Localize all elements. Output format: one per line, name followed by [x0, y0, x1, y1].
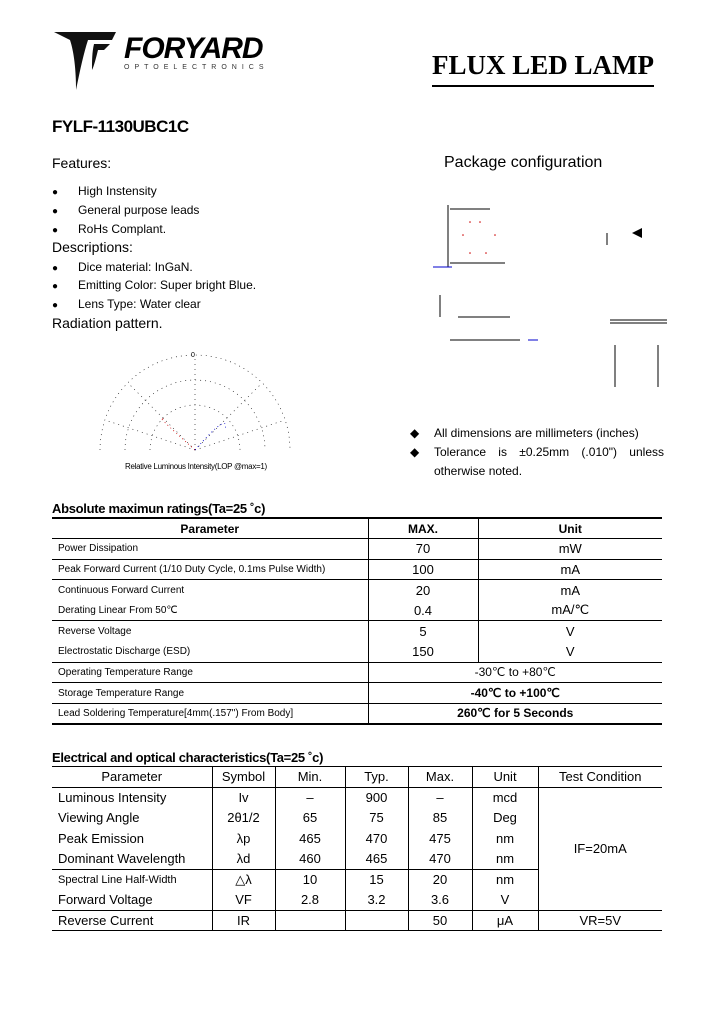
table-cell: Reverse Voltage: [52, 621, 368, 642]
table-cell: Max.: [408, 767, 472, 788]
table-cell: Continuous Forward Current: [52, 580, 368, 601]
table-cell: Derating Linear From 50℃: [58, 604, 178, 616]
table-cell: MAX.: [368, 518, 478, 539]
note-tolerance: [410, 443, 664, 481]
table-cell: 465: [275, 828, 345, 849]
table-cell: 2θ1/2: [212, 808, 275, 829]
note-dimensions: [410, 424, 664, 443]
table-cell: 20: [368, 580, 478, 601]
package-heading: Package configuration: [444, 154, 603, 171]
table-cell: Dominant Wavelength: [58, 851, 186, 866]
table-cell: -30℃ to +80℃: [368, 662, 662, 683]
diamond-bullet-icon: ◆: [410, 426, 420, 440]
electrical-table: [52, 766, 662, 931]
table-row: [52, 621, 662, 642]
table-cell: λp: [212, 828, 275, 849]
features-heading: Features:: [52, 155, 112, 171]
table-row: [52, 600, 662, 621]
table-cell: △λ: [212, 869, 275, 890]
table-cell: 75: [345, 808, 408, 829]
table-row: [52, 683, 662, 704]
table-cell: IR: [212, 910, 275, 931]
table-row: [52, 662, 662, 683]
table-cell: Iv: [212, 787, 275, 808]
table-cell: Luminous Intensity: [58, 790, 167, 805]
table-cell: Operating Temperature Range: [52, 662, 368, 683]
brand-name: FORYARD: [124, 32, 263, 65]
package-drawing: [410, 195, 670, 395]
abs-max-title: Absolute maximun ratings(Ta=25 ˚c): [52, 501, 266, 516]
table-row: [52, 787, 662, 808]
table-cell: VF: [212, 890, 275, 911]
table-cell: 2.8: [275, 890, 345, 911]
table-cell: Peak Emission: [58, 830, 144, 846]
table-cell: mW: [478, 539, 662, 560]
table-cell: 260℃ for 5 Seconds: [368, 703, 662, 724]
table-cell: 10: [275, 869, 345, 890]
table-cell: [275, 910, 345, 931]
feature-item: ● High Instensity: [52, 184, 157, 198]
table-cell: –: [275, 787, 345, 808]
table-header-row: [52, 767, 662, 788]
table-cell: Reverse Current: [52, 910, 212, 931]
table-cell: All dimensions are millimeters (inches): [434, 426, 639, 440]
table-cell: 3.2: [345, 890, 408, 911]
table-cell: mA: [478, 580, 662, 601]
table-cell: Typ.: [345, 767, 408, 788]
radiation-center-label: 0: [191, 352, 195, 359]
table-cell: 0.4: [368, 600, 478, 621]
table-cell: Parameter: [52, 518, 368, 539]
table-row: [52, 580, 662, 601]
table-cell: Test Condition: [538, 767, 662, 788]
table-cell: 900: [345, 787, 408, 808]
part-number: FYLF-1130UBC1C: [52, 117, 189, 136]
test-condition-vr: VR=5V: [538, 910, 662, 931]
table-cell: 15: [345, 869, 408, 890]
table-cell: mA: [478, 559, 662, 580]
table-cell: mcd: [472, 787, 538, 808]
table-cell: 65: [275, 808, 345, 829]
table-cell: 70: [368, 539, 478, 560]
table-cell: mA/℃: [478, 600, 662, 621]
description-item: ● Lens Type: Water clear: [52, 297, 201, 311]
table-cell: Min.: [275, 767, 345, 788]
table-cell: Unit: [478, 518, 662, 539]
table-cell: 470: [408, 849, 472, 870]
table-row: [52, 539, 662, 560]
table-cell: Viewing Angle: [58, 810, 140, 826]
table-cell: nm: [472, 849, 538, 870]
table-cell: λd: [212, 849, 275, 870]
table-cell: -40℃ to +100℃: [368, 683, 662, 704]
table-cell: 85: [408, 808, 472, 829]
table-cell: –: [408, 787, 472, 808]
table-cell: V: [478, 621, 662, 642]
table-cell: Deg: [472, 808, 538, 829]
radiation-heading: Radiation pattern.: [52, 315, 163, 331]
table-cell: Forward Voltage: [58, 892, 153, 907]
table-cell: nm: [472, 828, 538, 849]
feature-item: ● General purpose leads: [52, 203, 199, 217]
table-cell: 460: [275, 849, 345, 870]
electrical-title: Electrical and optical characteristics(Ta=25 ˚c): [52, 750, 324, 765]
table-cell: Parameter: [52, 767, 212, 788]
table-cell: 20: [408, 869, 472, 890]
diamond-bullet-icon: ◆: [410, 445, 420, 459]
table-cell: [345, 910, 408, 931]
table-cell: Lead Soldering Temperature[4mm(.157") From Body]: [52, 703, 368, 724]
table-cell: V: [478, 642, 662, 663]
abs-max-table: [52, 517, 662, 725]
descriptions-heading: Descriptions:: [52, 239, 133, 255]
table-cell: 50: [408, 910, 472, 931]
table-cell: Tolerance is ±0.25mm (.010") unless otherwise noted.: [434, 445, 664, 478]
radiation-caption: Relative Luminous Intensity(LOP @max=1): [125, 462, 267, 471]
document-title: FLUX LED LAMP: [432, 50, 654, 87]
table-cell: 5: [368, 621, 478, 642]
table-cell: 465: [345, 849, 408, 870]
table-cell: 475: [408, 828, 472, 849]
table-cell: Electrostatic Discharge (ESD): [58, 646, 191, 658]
test-condition-if: IF=20mA: [538, 787, 662, 910]
table-cell: μA: [472, 910, 538, 931]
feature-item: ● RoHs Complant.: [52, 222, 166, 236]
table-cell: nm: [472, 869, 538, 890]
table-cell: Spectral Line Half-Width: [52, 869, 212, 890]
description-item: ● Emitting Color: Super bright Blue.: [52, 278, 256, 292]
table-row: [52, 910, 662, 931]
table-row: [52, 559, 662, 580]
table-row: [52, 703, 662, 724]
description-item: ● Dice material: InGaN.: [52, 260, 193, 274]
table-cell: V: [472, 890, 538, 911]
foryard-logo-icon: [54, 30, 124, 92]
brand-subtitle: OPTOELECTRONICS: [124, 64, 269, 71]
table-cell: Storage Temperature Range: [52, 683, 368, 704]
table-cell: Unit: [472, 767, 538, 788]
table-cell: 150: [368, 642, 478, 663]
table-row: [52, 642, 662, 663]
table-cell: Peak Forward Current (1/10 Duty Cycle, 0.1ms Pulse Width): [52, 559, 368, 580]
table-cell: 470: [345, 828, 408, 849]
table-cell: Symbol: [212, 767, 275, 788]
radiation-pattern-diagram: [90, 350, 300, 460]
table-header-row: [52, 518, 662, 539]
table-cell: Power Dissipation: [52, 539, 368, 560]
table-cell: 100: [368, 559, 478, 580]
table-cell: 3.6: [408, 890, 472, 911]
